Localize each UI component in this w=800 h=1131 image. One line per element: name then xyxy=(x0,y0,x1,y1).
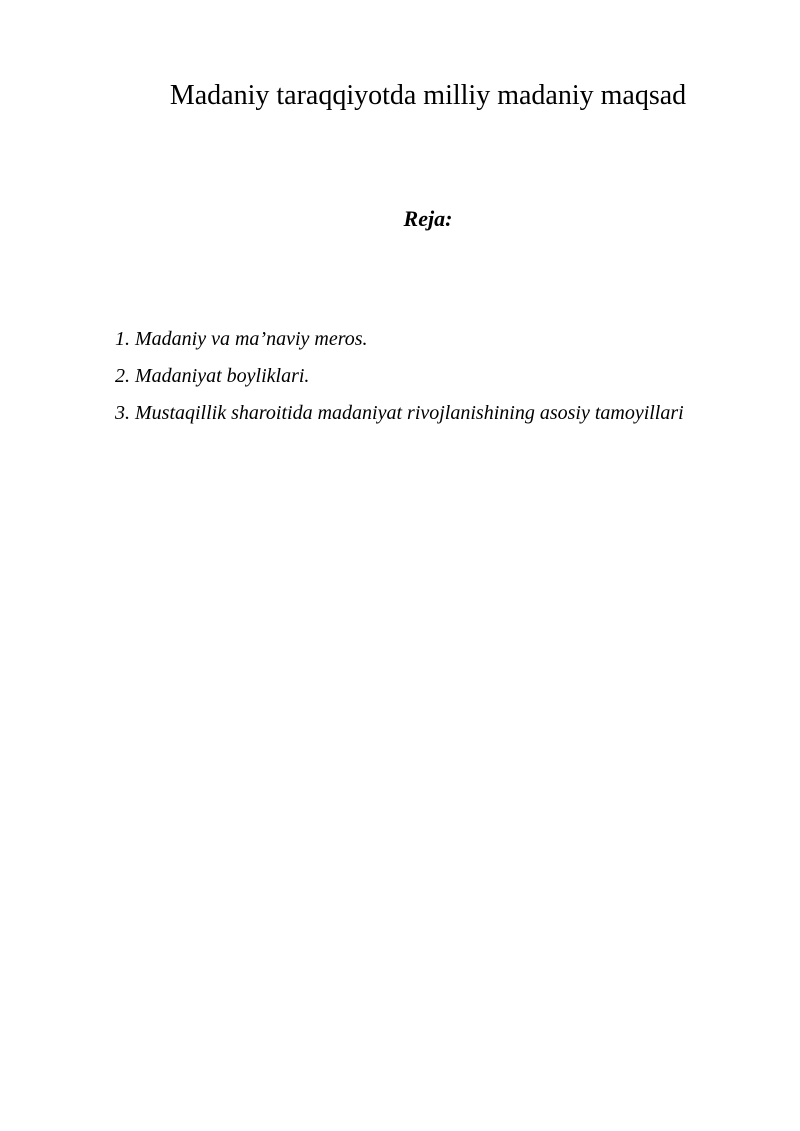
plan-item: 2. Madaniyat boyliklari. xyxy=(115,365,310,387)
plan-heading: Reja: xyxy=(403,206,453,231)
plan-item: 3. Mustaqillik sharoitida madaniyat rivojlanishining asosiy tamoyillari xyxy=(115,402,684,424)
plan-list xyxy=(115,321,684,432)
page-title: Madaniy taraqqiyotda milliy madaniy maqsad xyxy=(169,80,687,111)
plan-item: 1. Madaniy va ma’naviy meros. xyxy=(115,328,368,350)
